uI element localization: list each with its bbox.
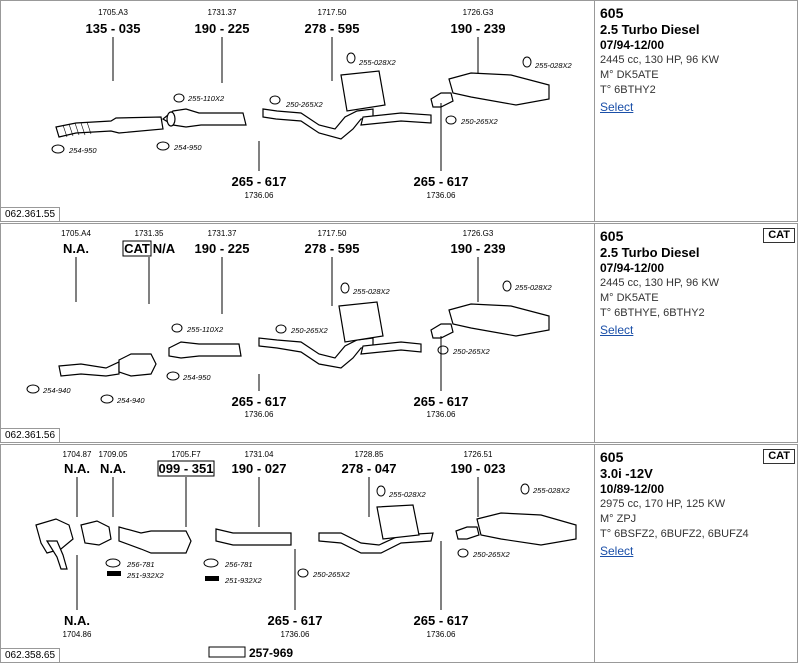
- part-number: 265 - 617: [413, 174, 469, 189]
- part-number: 257-969: [249, 646, 294, 660]
- model-name: 605: [600, 5, 624, 21]
- part-number: 265 - 617: [413, 613, 469, 628]
- select-link[interactable]: Select: [600, 323, 634, 337]
- part-number: 265 - 617: [231, 394, 287, 409]
- part-code: 1704.87: [62, 450, 92, 459]
- vehicle-info-3: [596, 445, 799, 662]
- part-code: 1717.50: [317, 229, 347, 238]
- part-code: 1705.A4: [61, 229, 91, 238]
- part-number: 135 - 035: [85, 21, 141, 36]
- part-number: 190 - 225: [194, 21, 250, 36]
- spec-line: M° DK5ATE: [600, 292, 659, 304]
- production-dates: 07/94-12/00: [600, 38, 665, 52]
- model-name: 605: [600, 449, 624, 465]
- exhaust-diagram-svg-1: [1, 1, 594, 221]
- part-number: N.A.: [63, 241, 89, 256]
- fitting-label: 255-028X2: [389, 490, 426, 499]
- exhaust-middle-silencer: [259, 302, 421, 368]
- cat-badge: CAT: [763, 228, 795, 243]
- fitting-label: 255-028X2: [515, 283, 552, 292]
- part-code: 1704.86: [62, 630, 92, 639]
- exhaust-rear-silencer: [431, 304, 549, 338]
- production-dates: 07/94-12/00: [600, 261, 665, 275]
- exhaust-front-pipe: [59, 354, 156, 376]
- part-number: N.A.: [64, 613, 90, 628]
- part-number: 190 - 027: [231, 461, 287, 476]
- exhaust-diagram-1: [1, 1, 595, 221]
- fitting-label: 255-028X2: [533, 486, 570, 495]
- fitting-label: 256-781: [127, 560, 155, 569]
- spec-line: 2445 cc, 130 HP, 96 KW: [600, 277, 720, 289]
- engine-name: 3.0i -12V: [600, 466, 653, 481]
- exhaust-diagram-3: [1, 445, 595, 662]
- fitting-label: 250-265X2: [461, 117, 498, 126]
- cat-badge: CAT: [763, 449, 795, 464]
- engine-name: 2.5 Turbo Diesel: [600, 245, 700, 260]
- part-number: 099 - 351: [158, 461, 214, 476]
- fitting-label: 254-940: [43, 386, 71, 395]
- part-code: 1726.G3: [462, 8, 494, 17]
- fitting-label: 250-265X2: [291, 326, 328, 335]
- part-number: CAT: [124, 241, 150, 256]
- part-code: 1709.05: [98, 450, 128, 459]
- model-name: 605: [600, 228, 624, 244]
- spec-line: 2975 cc, 170 HP, 125 KW: [600, 498, 726, 510]
- exhaust-row-3: [0, 444, 798, 663]
- part-number: 265 - 617: [267, 613, 323, 628]
- exhaust-intermediate-pipe: [216, 529, 291, 545]
- exhaust-rear-silencer: [431, 73, 549, 107]
- exhaust-manifold: [36, 519, 111, 569]
- reference-number: 062.361.55: [1, 207, 60, 221]
- select-link[interactable]: Select: [600, 100, 634, 114]
- part-number: N.A.: [100, 461, 126, 476]
- part-code: 1726.G3: [462, 229, 494, 238]
- part-code: 1731.37: [207, 229, 237, 238]
- part-number: 265 - 617: [231, 174, 287, 189]
- select-link[interactable]: Select: [600, 544, 634, 558]
- part-number: 190 - 239: [450, 241, 506, 256]
- vehicle-info-2: [596, 224, 799, 442]
- spec-line: M° DK5ATE: [600, 69, 659, 81]
- part-code: 1736.06: [426, 410, 456, 419]
- part-code: 1731.35: [134, 229, 164, 238]
- spec-line: T° 6BSFZ2, 6BUFZ2, 6BUFZ4: [600, 528, 749, 540]
- part-code: 1736.06: [426, 630, 456, 639]
- part-number: 278 - 595: [304, 241, 360, 256]
- part-code: 1728.85: [354, 450, 384, 459]
- part-code: 1705.A3: [98, 8, 128, 17]
- part-code: 1705.F7: [171, 450, 201, 459]
- part-code: 1736.06: [244, 410, 274, 419]
- fitting-label: 255-110X2: [187, 325, 224, 334]
- exhaust-diagram-2: [1, 224, 595, 442]
- part-number-suffix: N/A: [152, 241, 176, 256]
- exhaust-diagram-svg-3: [1, 445, 594, 662]
- part-code: 1731.37: [207, 8, 237, 17]
- production-dates: 10/89-12/00: [600, 482, 665, 496]
- vehicle-info-1: [596, 1, 799, 221]
- part-number: 265 - 617: [413, 394, 469, 409]
- part-number: 190 - 225: [194, 241, 250, 256]
- fitting-label: 251-932X2: [127, 571, 164, 580]
- part-code: 1736.06: [426, 191, 456, 200]
- part-number: 190 - 023: [450, 461, 506, 476]
- fitting-label: 254-950: [174, 143, 202, 152]
- exhaust-rear-silencer: [456, 513, 576, 545]
- part-code: 1736.06: [280, 630, 310, 639]
- fitting-label: 255-028X2: [535, 61, 572, 70]
- reference-number: 062.361.56: [1, 428, 60, 442]
- exhaust-front-pipe: [56, 117, 163, 137]
- fitting-label: 255-110X2: [188, 94, 225, 103]
- mounting-kit-icon: [209, 647, 245, 657]
- part-number: 190 - 239: [450, 21, 506, 36]
- exhaust-middle-silencer: [319, 505, 433, 553]
- exhaust-row-2: [0, 223, 798, 443]
- part-code: 1726.51: [463, 450, 493, 459]
- part-number: 278 - 047: [341, 461, 397, 476]
- fitting-label: 254-940: [117, 396, 145, 405]
- reference-number: 062.358.65: [1, 648, 60, 662]
- spec-line: M° ZPJ: [600, 513, 637, 525]
- part-code: 1736.06: [244, 191, 274, 200]
- exhaust-row-1: [0, 0, 798, 222]
- part-code: 1731.04: [244, 450, 274, 459]
- fitting-label: 250-265X2: [286, 100, 323, 109]
- fitting-label: 250-265X2: [473, 550, 510, 559]
- engine-name: 2.5 Turbo Diesel: [600, 22, 700, 37]
- fitting-label: 250-265X2: [453, 347, 490, 356]
- spec-line: T° 6BTHY2: [600, 84, 656, 96]
- spec-line: 2445 cc, 130 HP, 96 KW: [600, 54, 720, 66]
- fitting-label: 255-028X2: [359, 58, 396, 67]
- fitting-label: 256-781: [225, 560, 253, 569]
- part-number: 278 - 595: [304, 21, 360, 36]
- fitting-label: 250-265X2: [313, 570, 350, 579]
- exhaust-catalytic-converter: [119, 527, 191, 553]
- part-code: 1717.50: [317, 8, 347, 17]
- exhaust-intermediate-pipe: [163, 109, 246, 127]
- fitting-label: 254-950: [69, 146, 97, 155]
- fitting-label: 255-028X2: [353, 287, 390, 296]
- spec-line: T° 6BTHYE, 6BTHY2: [600, 307, 705, 319]
- fitting-label: 254-950: [183, 373, 211, 382]
- exhaust-diagram-svg-2: [1, 224, 594, 442]
- exhaust-intermediate-pipe: [169, 342, 241, 358]
- fitting-label: 251-932X2: [225, 576, 262, 585]
- part-number: N.A.: [64, 461, 90, 476]
